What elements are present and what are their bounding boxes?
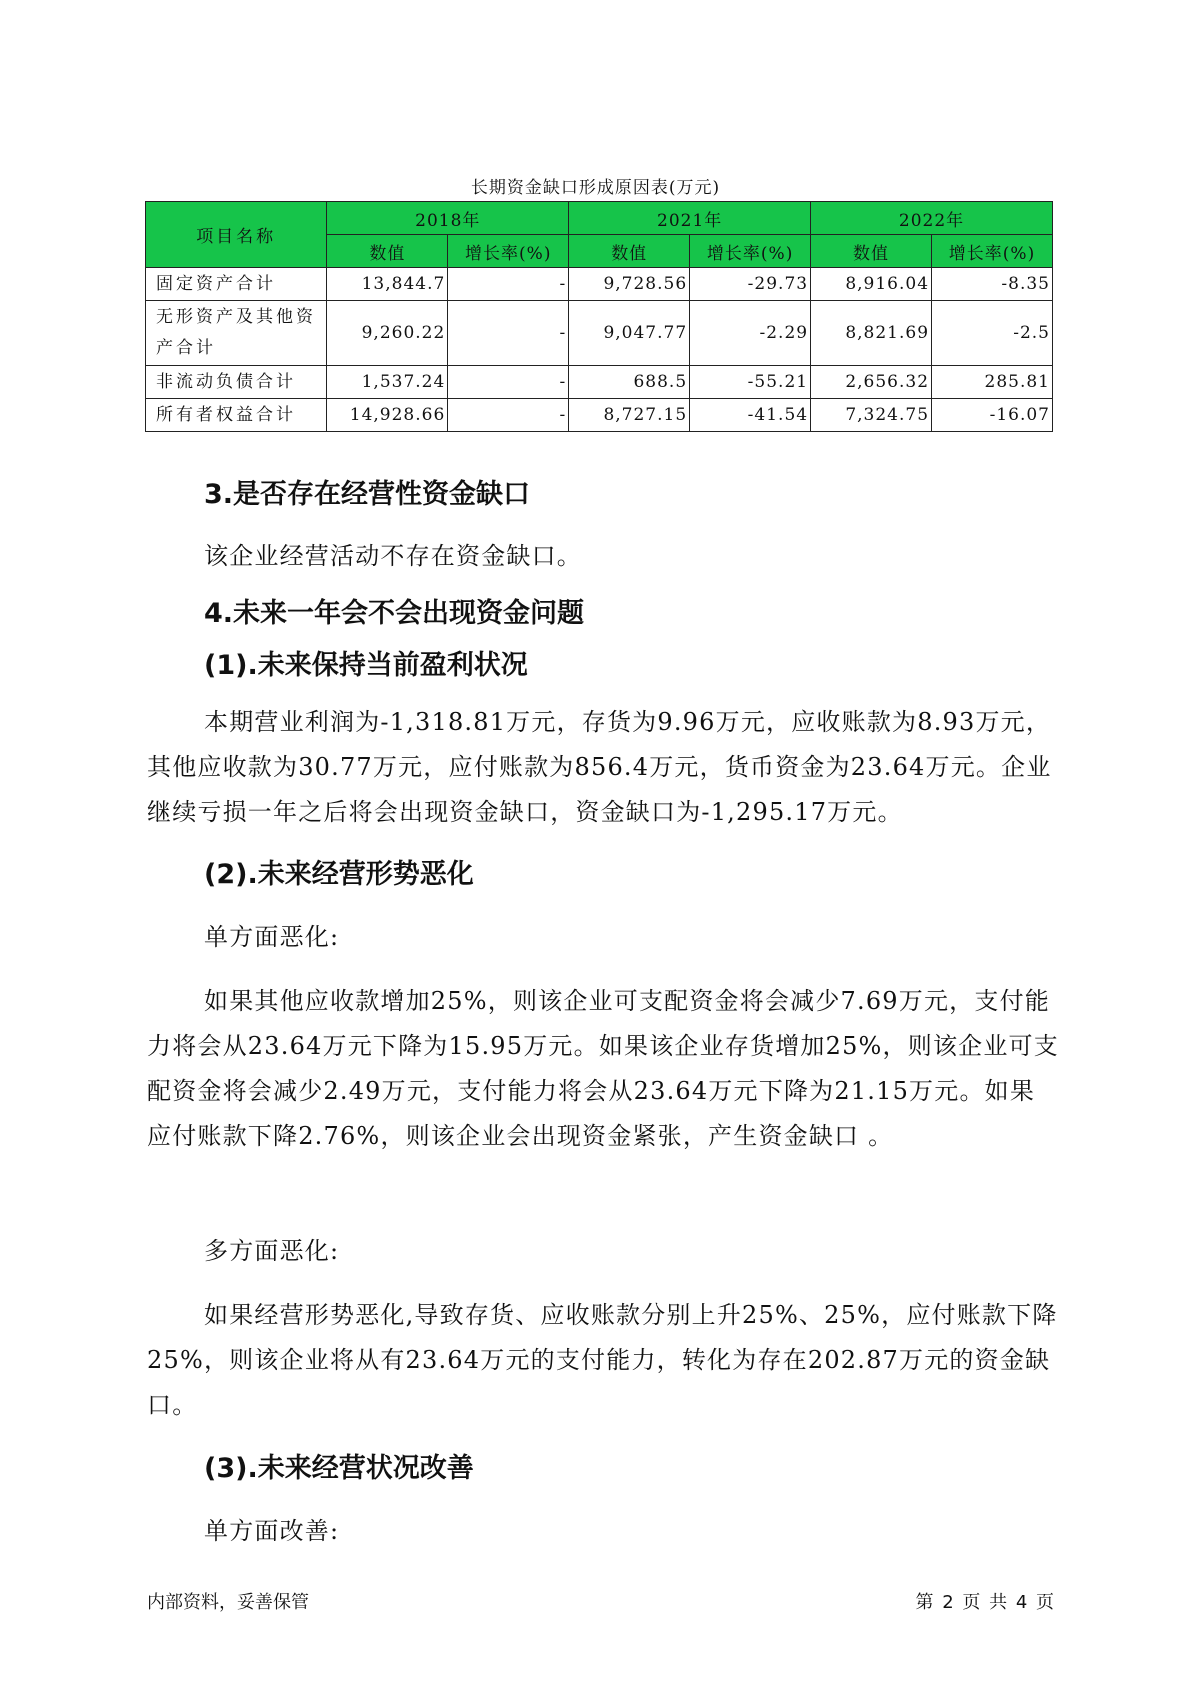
section-4-3-heading: (3).未来经营状况改善 [204,1453,474,1484]
cell-growth: -2.5 [932,301,1053,366]
cell-growth: 285.81 [932,366,1053,399]
row-name: 非流动负债合计 [146,366,327,399]
cell-growth: -41.54 [690,399,811,432]
cell-value: 688.5 [569,366,690,399]
item-name-header: 项目名称 [146,202,327,268]
cell-growth: -2.29 [690,301,811,366]
row-name: 固定资产合计 [146,268,327,301]
section-4-2-heading: (2).未来经营形势恶化 [204,859,474,890]
table-row [146,268,1053,301]
cell-growth: -8.35 [932,268,1053,301]
single-worsening-paragraph [147,979,1059,1159]
table-row [146,366,1053,399]
cell-value: 13,844.7 [327,268,448,301]
cell-value: 8,916.04 [811,268,932,301]
growth-header: 增长率(%) [932,235,1053,268]
table-row [146,399,1053,432]
row-name: 无形资产及其他资产合计 [146,301,327,366]
single-improvement-label: 单方面改善: [204,1517,340,1545]
year-header-2018: 2018年 [327,202,569,235]
section-4-1-paragraph [147,700,1059,835]
cell-value: 2,656.32 [811,366,932,399]
cell-growth: - [448,268,569,301]
section-3-text: 该企业经营活动不存在资金缺口。 [204,542,582,570]
table-caption: 长期资金缺口形成原因表(万元) [470,178,721,198]
single-worsening-text: 如果其他应收款增加25%，则该企业可支配资金将会减少7.69万元，支付能力将会从23.64万元下降为15.95万元。如果该企业存货增加25%，则该企业可支配资金将会减少2.49万元，支付能力将会从23.64万元下降为21.15万元。如果应付账款下降2.76%，则该企业会出现资金紧张，产生资金缺口 。 [147,987,1059,1150]
cell-value: 9,260.22 [327,301,448,366]
cell-growth: -29.73 [690,268,811,301]
year-header-2022: 2022年 [811,202,1053,235]
multi-worsening-paragraph [147,1293,1059,1428]
cell-value: 9,047.77 [569,301,690,366]
cell-growth: -55.21 [690,366,811,399]
cell-value: 14,928.66 [327,399,448,432]
multi-worsening-text: 如果经营形势恶化,导致存货、应收账款分别上升25%、25%，应付账款下降25%，则该企业将从有23.64万元的支付能力，转化为存在202.87万元的资金缺口。 [147,1301,1058,1419]
cell-value: 8,821.69 [811,301,932,366]
multi-worsening-label: 多方面恶化: [204,1237,340,1265]
growth-header: 增长率(%) [690,235,811,268]
cell-value: 9,728.56 [569,268,690,301]
value-header: 数值 [811,235,932,268]
table-row [146,301,1053,366]
row-name: 所有者权益合计 [146,399,327,432]
value-header: 数值 [569,235,690,268]
cell-growth: - [448,366,569,399]
cell-value: 1,537.24 [327,366,448,399]
single-worsening-label: 单方面恶化: [204,923,340,951]
year-header-2021: 2021年 [569,202,811,235]
long-term-funding-gap-table [145,201,1053,432]
section-4-1-heading: (1).未来保持当前盈利状况 [204,650,528,681]
growth-header: 增长率(%) [448,235,569,268]
cell-growth: -16.07 [932,399,1053,432]
section-4-1-text: 本期营业利润为-1,318.81万元，存货为9.96万元，应收账款为8.93万元，其他应收款为30.77万元，应付账款为856.4万元，货币资金为23.64万元。企业继续亏损一年之后将会出现资金缺口，资金缺口为-1,295.17万元。 [147,708,1052,826]
cell-value: 7,324.75 [811,399,932,432]
section-4-heading: 4.未来一年会不会出现资金问题 [204,598,585,629]
footer-confidential-note: 内部资料，妥善保管 [147,1592,309,1613]
footer-page-number: 第 2 页 共 4 页 [915,1592,1054,1613]
cell-growth: - [448,399,569,432]
cell-value: 8,727.15 [569,399,690,432]
cell-growth: - [448,301,569,366]
value-header: 数值 [327,235,448,268]
section-3-heading: 3.是否存在经营性资金缺口 [204,479,531,510]
